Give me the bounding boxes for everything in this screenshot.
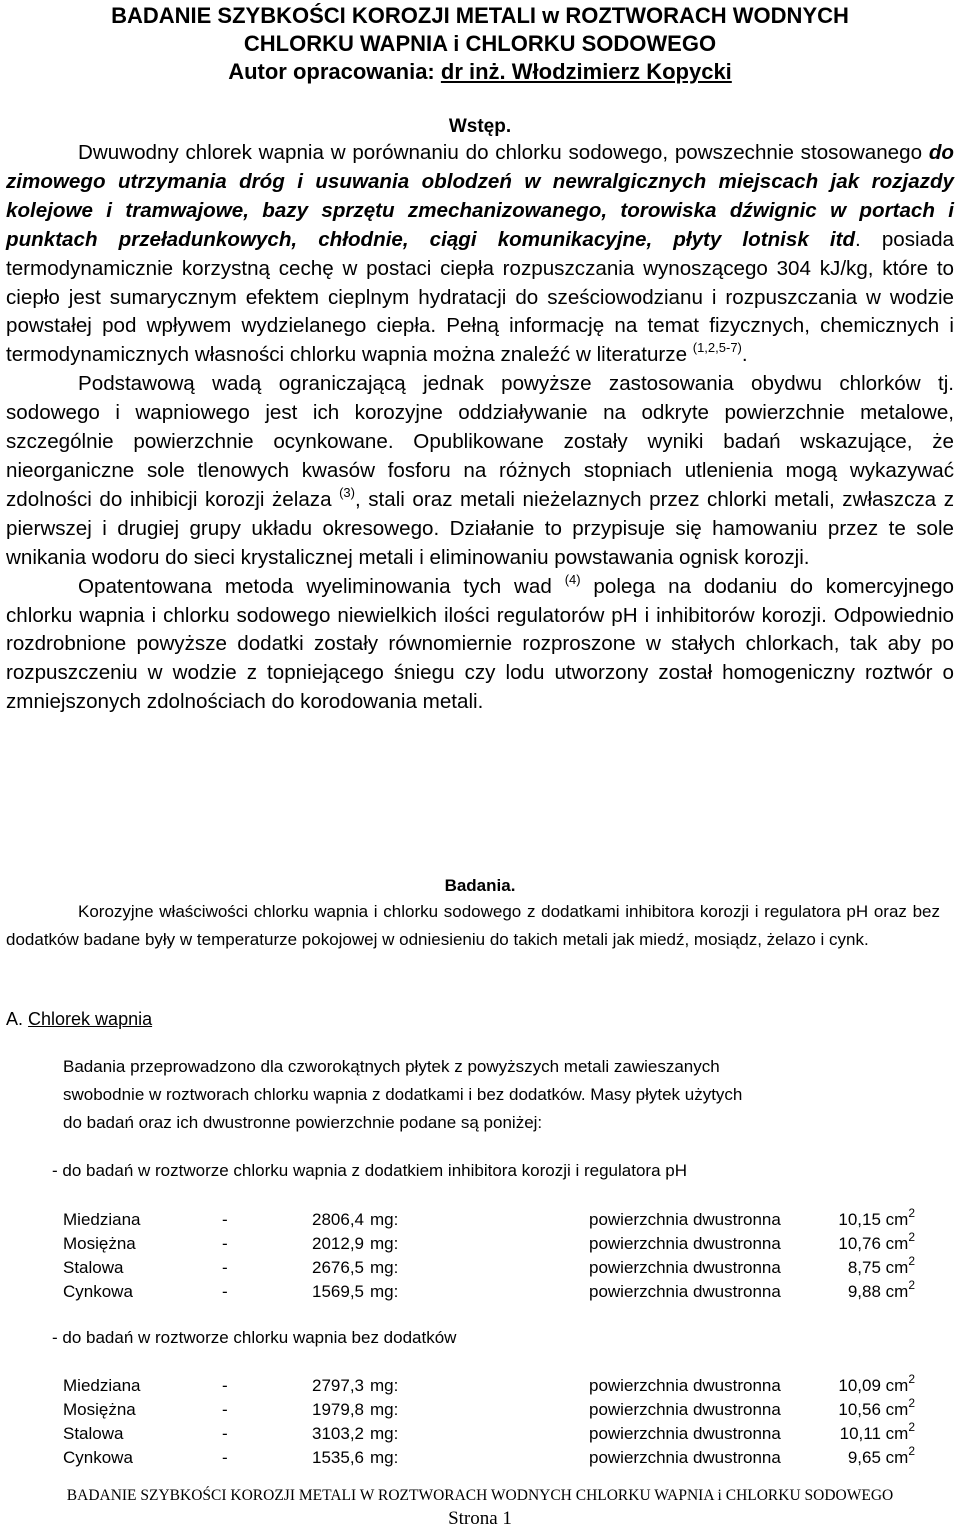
sample-dash: - bbox=[222, 1424, 228, 1443]
area-number: 8,75 cm bbox=[847, 1258, 909, 1277]
sample-row bbox=[63, 1232, 933, 1256]
sample-name: Stalowa bbox=[63, 1424, 124, 1443]
sample-area-value bbox=[848, 1446, 915, 1470]
intro-p1-start: Dwuwodny chlorek wapnia w porównaniu do chlorku sodowego, powszechnie stosowanego bbox=[78, 141, 929, 164]
intro-paragraph-2 bbox=[6, 370, 954, 572]
sample-unit: mg: bbox=[370, 1448, 399, 1467]
sample-mass: 1535,6 bbox=[312, 1448, 364, 1467]
sample-row bbox=[63, 1422, 933, 1446]
area-exponent: 2 bbox=[908, 1420, 915, 1434]
sample-dash: - bbox=[222, 1234, 228, 1253]
area-exponent: 2 bbox=[908, 1278, 915, 1292]
area-exponent: 2 bbox=[908, 1254, 915, 1268]
section-letter: A. bbox=[6, 1009, 24, 1029]
sample-mass: 1569,5 bbox=[312, 1282, 364, 1301]
intro-p3-rest: polega na dodaniu do komercyjnego chlorku wapnia i chlorku sodowego niewielkich ilości regulatorów pH i inhibitorów korozji. Odpowiednio rozdrobnione powyższe dodatki zostały równomiernie rozproszone w stałych chlorkach, tak aby po rozpuszczeniu w wodzie z topniejącego śniegu czy lodu utworzony został homogeniczny roztwór o zmniejszonych zdolnościach do korodowania metali. bbox=[6, 574, 954, 714]
area-exponent: 2 bbox=[908, 1206, 915, 1220]
intro-p1-emphasis: do zimowego utrzymania dróg i usuwania oblodzeń w newralgicznych miejscach jak rozjazdy kolejowe i tramwajowe, bazy sprzętu zmechanizowanego, torowiska dźwignic w portach i punktach przeładunkowych, chłodnie, ciągi komunikacyjne, płyty lotnisk itd bbox=[6, 141, 954, 251]
sample-unit: mg: bbox=[370, 1258, 399, 1277]
sample-area-label: powierzchnia dwustronna bbox=[589, 1234, 781, 1253]
intro-p1-rest: . posiada termodynamicznie korzystną cechę w postaci ciepła rozpuszczania wynoszącego 304 kJ/kg, które to ciepło jest sumarycznym efektem cieplnym hydratacji do sześciowodzianu i rozpuszczania w wodzie powstałej pod wpływem wydzielanego ciepła. Pełną informację na temat fizycznych, chemicznych i termodynamicznych własności chlorku wapnia można znaleźć w literaturze bbox=[6, 227, 954, 367]
sample-row bbox=[63, 1374, 933, 1398]
area-number: 10,09 cm bbox=[838, 1376, 909, 1395]
intro-text bbox=[6, 139, 954, 717]
section-a-description bbox=[63, 1053, 887, 1137]
area-exponent: 2 bbox=[908, 1372, 915, 1386]
sample-mass: 2676,5 bbox=[312, 1258, 364, 1277]
sample-area-label: powierzchnia dwustronna bbox=[589, 1448, 781, 1467]
sample-row bbox=[63, 1398, 933, 1422]
sample-row bbox=[63, 1208, 933, 1232]
sample-area-value bbox=[838, 1374, 915, 1398]
area-exponent: 2 bbox=[908, 1396, 915, 1410]
desc-line: swobodnie w roztworach chlorku wapnia z dodatkami i bez dodatków. Masy płytek użytych bbox=[63, 1085, 743, 1104]
area-number: 10,76 cm bbox=[838, 1234, 909, 1253]
author-line bbox=[0, 58, 960, 85]
sample-name: Mosiężna bbox=[63, 1234, 136, 1253]
sample-dash: - bbox=[222, 1210, 228, 1229]
reference-superscript: (1,2,5-7) bbox=[692, 340, 742, 356]
sample-unit: mg: bbox=[370, 1210, 399, 1229]
intro-paragraph-1 bbox=[6, 139, 954, 370]
badania-text bbox=[6, 898, 940, 954]
sample-row bbox=[63, 1256, 933, 1280]
sample-area-value bbox=[848, 1256, 915, 1280]
intro-p3-start: Opatentowana metoda wyeliminowania tych wad bbox=[78, 574, 565, 598]
reference-superscript: (3) bbox=[339, 484, 355, 500]
sample-area-label: powierzchnia dwustronna bbox=[589, 1282, 781, 1301]
intro-p2-rest: , stali oraz metali nieżelaznych przez chlorki metali, zwłaszcza z pierwszej i drugiej grupy układu okresowego. Działanie to przypisuje się hamowaniu przez te sole wnikania wodoru do sieci krystalicznej metali i eliminowaniu powstawania ognisk korozji. bbox=[6, 487, 954, 569]
area-number: 10,56 cm bbox=[838, 1400, 909, 1419]
sample-row bbox=[63, 1446, 933, 1470]
intro-p2-start: Podstawową wadą ograniczającą jednak powyższe zastosowania obydwu chlorków tj. sodowego i wapniowego jest ich korozyjne oddziaływanie na odkryte powierzchnie metalowe, szczególnie powierzchnie ocynkowane. Opublikowane zostały wyniki badań wskazujące, że nieorganiczne sole tlenowych kwasów fosforu na różnych stopniach utlenienia mogą wykazywać zdolności do inhibicji korozji żelaza bbox=[6, 372, 954, 511]
desc-line: Badania przeprowadzono dla czworokątnych płytek z powyższych metali zawieszanych bbox=[63, 1057, 720, 1076]
area-exponent: 2 bbox=[908, 1230, 915, 1244]
document-title-line1: BADANIE SZYBKOŚCI KOROZJI METALI w ROZTWORACH WODNYCH bbox=[111, 3, 849, 28]
sample-area-value bbox=[838, 1232, 915, 1256]
sample-area-label: powierzchnia dwustronna bbox=[589, 1210, 781, 1229]
sample-area-value bbox=[840, 1422, 915, 1446]
sample-area-label: powierzchnia dwustronna bbox=[589, 1400, 781, 1419]
sample-mass: 3103,2 bbox=[312, 1424, 364, 1443]
area-exponent: 2 bbox=[908, 1444, 915, 1458]
sample-unit: mg: bbox=[370, 1282, 399, 1301]
badania-paragraph: Korozyjne właściwości chlorku wapnia i chlorku sodowego z dodatkami inhibitora korozji i regulatora pH oraz bez dodatków badane były w temperaturze pokojowej w odniesieniu do takich metali jak miedź, mosiądz, żelazo i cynk. bbox=[6, 902, 940, 949]
section-a-heading bbox=[6, 1007, 152, 1031]
sample-area-label: powierzchnia dwustronna bbox=[589, 1258, 781, 1277]
document-title-line2: CHLORKU WAPNIA i CHLORKU SODOWEGO bbox=[243, 31, 717, 56]
sample-dash: - bbox=[222, 1282, 228, 1301]
sample-dash: - bbox=[222, 1400, 228, 1419]
sample-mass: 2012,9 bbox=[312, 1234, 364, 1253]
sample-mass: 2797,3 bbox=[312, 1376, 364, 1395]
sample-dash: - bbox=[222, 1258, 228, 1277]
sample-area-value bbox=[838, 1208, 915, 1232]
sample-unit: mg: bbox=[370, 1400, 399, 1419]
page-number: Strona 1 bbox=[448, 1508, 512, 1529]
badania-heading: Badania. bbox=[444, 876, 516, 895]
area-number: 10,15 cm bbox=[838, 1210, 909, 1229]
intro-paragraph-3 bbox=[6, 573, 954, 718]
section-title: Chlorek wapnia bbox=[28, 1009, 153, 1029]
sample-name: Stalowa bbox=[63, 1258, 124, 1277]
sample-mass: 1979,8 bbox=[312, 1400, 364, 1419]
sample-area-label: powierzchnia dwustronna bbox=[589, 1376, 781, 1395]
sample-name: Miedziana bbox=[63, 1376, 141, 1395]
reference-superscript: (4) bbox=[564, 571, 581, 587]
group1-title: - do badań w roztworze chlorku wapnia z dodatkiem inhibitora korozji i regulatora pH bbox=[52, 1161, 687, 1180]
sample-dash: - bbox=[222, 1448, 228, 1467]
sample-area-value bbox=[838, 1398, 915, 1422]
sample-name: Miedziana bbox=[63, 1210, 141, 1229]
sample-dash: - bbox=[222, 1376, 228, 1395]
area-number: 10,11 cm bbox=[839, 1424, 909, 1443]
intro-heading: Wstęp. bbox=[448, 116, 512, 137]
sample-name: Cynkowa bbox=[63, 1282, 133, 1301]
sample-mass: 2806,4 bbox=[312, 1210, 364, 1229]
running-footer: BADANIE SZYBKOŚCI KOROZJI METALI W ROZTWORACH WODNYCH CHLORKU WAPNIA i CHLORKU SODOWEGO bbox=[66, 1487, 894, 1504]
sample-unit: mg: bbox=[370, 1376, 399, 1395]
sample-name: Mosiężna bbox=[63, 1400, 136, 1419]
author-label: Autor opracowania: bbox=[228, 59, 441, 84]
sample-area-value bbox=[848, 1280, 915, 1304]
group2-title: - do badań w roztworze chlorku wapnia bez dodatków bbox=[52, 1328, 457, 1347]
sample-unit: mg: bbox=[370, 1234, 399, 1253]
sample-row bbox=[63, 1280, 933, 1304]
intro-p1-end: . bbox=[741, 343, 748, 367]
sample-unit: mg: bbox=[370, 1424, 399, 1443]
sample-name: Cynkowa bbox=[63, 1448, 133, 1467]
area-number: 9,65 cm bbox=[847, 1448, 909, 1467]
area-number: 9,88 cm bbox=[847, 1282, 909, 1301]
desc-line: do badań oraz ich dwustronne powierzchnie podane są poniżej: bbox=[63, 1113, 543, 1132]
sample-area-label: powierzchnia dwustronna bbox=[589, 1424, 781, 1443]
author-name: dr inż. Włodzimierz Kopycki bbox=[440, 59, 732, 84]
